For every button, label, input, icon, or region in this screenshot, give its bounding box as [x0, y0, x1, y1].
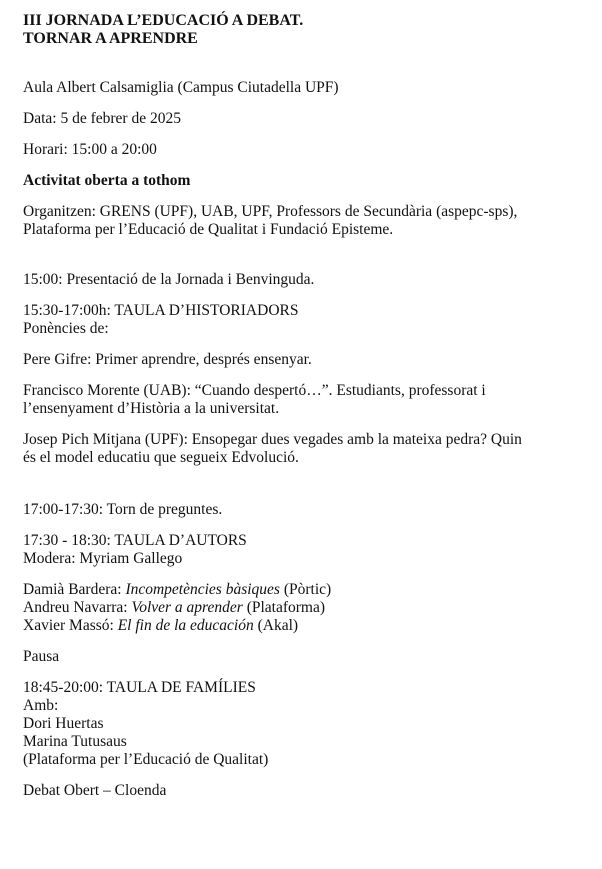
author-entry: [23, 599, 593, 617]
event-date: Data: 5 de febrer de 2025: [23, 110, 181, 127]
author-name: Damià Bardera:: [23, 581, 126, 598]
document-title: [23, 12, 593, 48]
closing-item: Debat Obert – Cloenda: [23, 782, 167, 799]
questions-item: 17:00-17:30: Torn de preguntes.: [23, 501, 223, 518]
historians-talk-3-line-1: Josep Pich Mitjana (UPF): Ensopegar dues vegades amb la mateixa pedra? Quin: [23, 431, 522, 448]
author-entry: [23, 581, 593, 599]
book-title: Incompetències bàsiques: [125, 581, 280, 598]
organizers-line-2: Plataforma per l’Educació de Qualitat i Fundació Episteme.: [23, 221, 394, 238]
historians-intro: Ponències de:: [23, 320, 109, 337]
authors-panel: [23, 532, 593, 635]
historians-panel: [23, 302, 593, 467]
author-name: Xavier Massó:: [23, 617, 118, 634]
authors-heading: 17:30 - 18:30: TAULA D’AUTORS: [23, 532, 247, 549]
open-activity-note: Activitat oberta a tothom: [23, 172, 191, 189]
families-person-1: Dori Huertas: [23, 715, 104, 732]
historians-talk-2-line-1: Francisco Morente (UAB): “Cuando despertó…”. Estudiants, professorat i: [23, 382, 486, 399]
event-location: Aula Albert Calsamiglia (Campus Ciutadella UPF): [23, 79, 339, 96]
organizers-paragraph: [23, 203, 593, 239]
author-name: Andreu Navarra:: [23, 599, 132, 616]
historians-talk-2-line-2: l’ensenyament d’Història a la universitat.: [23, 400, 280, 417]
publisher: (Akal): [253, 617, 299, 634]
author-entry: [23, 617, 593, 635]
families-person-2: Marina Tutusaus: [23, 733, 127, 750]
families-panel: [23, 679, 593, 769]
event-time: Horari: 15:00 a 20:00: [23, 141, 157, 158]
authors-moderator: Modera: Myriam Gallego: [23, 550, 183, 567]
publisher: (Plataforma): [242, 599, 326, 616]
families-with-label: Amb:: [23, 697, 59, 714]
pause-item: Pausa: [23, 648, 60, 665]
book-title: Volver a aprender: [131, 599, 243, 616]
book-title: El fin de la educación: [117, 617, 254, 634]
historians-talk-3-line-2: és el model educatiu que segueix Edvolució.: [23, 449, 299, 466]
publisher: (Pòrtic): [279, 581, 332, 598]
welcome-item: 15:00: Presentació de la Jornada i Benvinguda.: [23, 271, 315, 288]
families-heading: 18:45-20:00: TAULA DE FAMÍLIES: [23, 679, 256, 696]
document: [23, 12, 593, 800]
historians-heading: 15:30-17:00h: TAULA D’HISTORIADORS: [23, 302, 299, 319]
title-line-2: TORNAR A APRENDRE: [23, 30, 198, 47]
families-affiliation: (Plataforma per l’Educació de Qualitat): [23, 751, 269, 768]
title-line-1: III JORNADA L’EDUCACIÓ A DEBAT.: [23, 12, 304, 29]
organizers-line-1: Organitzen: GRENS (UPF), UAB, UPF, Professors de Secundària (aspepc-sps),: [23, 203, 518, 220]
historians-talk-1: Pere Gifre: Primer aprendre, després ensenyar.: [23, 351, 312, 368]
